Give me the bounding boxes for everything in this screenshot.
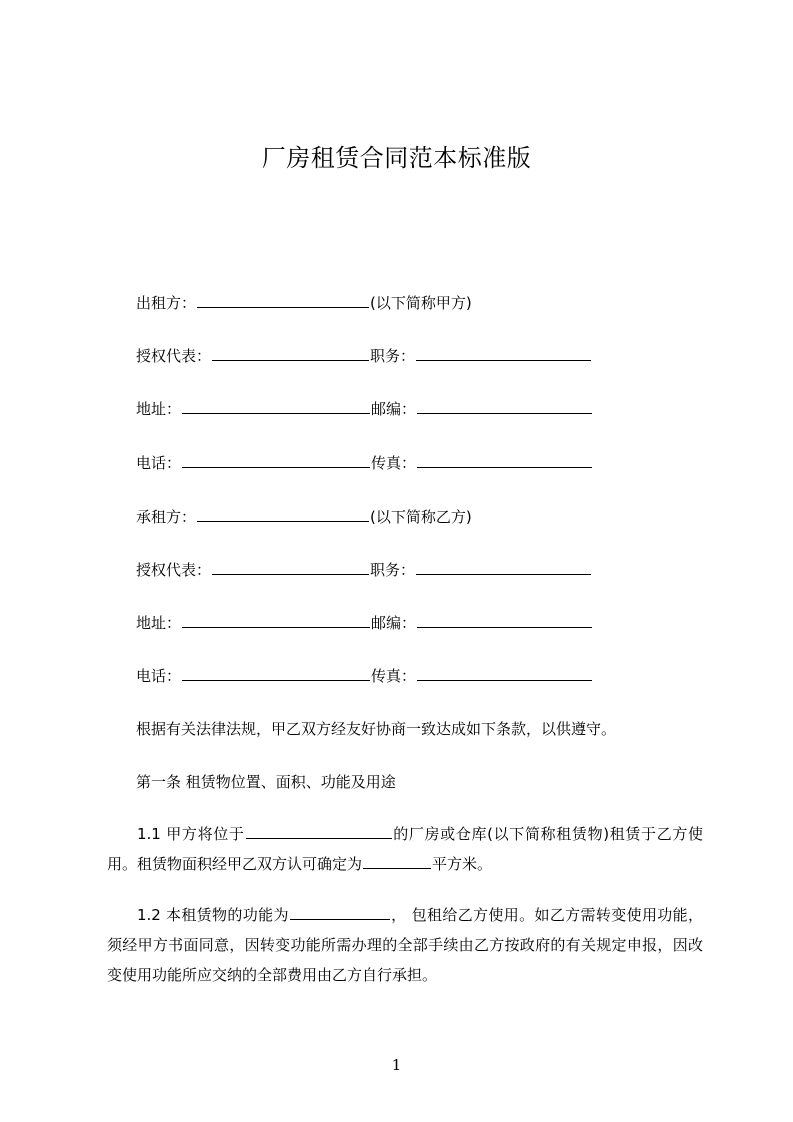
lessee-position-label: 职务： bbox=[370, 561, 416, 579]
lessee-postcode-blank[interactable] bbox=[417, 613, 592, 628]
lessor-suffix: (以下简称甲方) bbox=[370, 294, 472, 312]
lessee-address-blank[interactable] bbox=[182, 613, 370, 628]
preamble: 根据有关法律法规，甲乙双方经友好协商一致达成如下条款，以供遵守。 bbox=[136, 720, 617, 738]
lessee-suffix: (以下简称乙方) bbox=[370, 508, 472, 526]
lessee-phone-line bbox=[136, 665, 593, 687]
clause-1-1-part3: 平方米。 bbox=[432, 855, 493, 873]
lessor-phone-label: 电话： bbox=[136, 454, 182, 472]
lessor-address-label: 地址： bbox=[136, 400, 182, 418]
clause-1-1-part1: 1.1 甲方将位于 bbox=[137, 825, 245, 843]
lessee-rep-line bbox=[136, 559, 592, 581]
lessor-label: 出租方： bbox=[136, 294, 197, 312]
clause-1-2-part1: 1.2 本租赁物的功能为 bbox=[137, 906, 289, 924]
lessor-rep-blank[interactable] bbox=[212, 346, 369, 361]
lessee-rep-blank[interactable] bbox=[212, 560, 369, 575]
lessor-postcode-label: 邮编： bbox=[371, 400, 417, 418]
lessee-fax-label: 传真： bbox=[371, 667, 417, 685]
document-title: 厂房租赁合同范本标准版 bbox=[261, 144, 532, 172]
clause-1-1-part2: 的厂房或仓库(以下简称租赁物)租赁于乙方使用。租赁物面积经甲乙双方认可确定为 bbox=[107, 825, 704, 873]
clause-1-2 bbox=[107, 900, 703, 990]
lessee-blank[interactable] bbox=[197, 507, 369, 522]
page-number: 1 bbox=[391, 1056, 402, 1074]
lessor-rep-label: 授权代表： bbox=[136, 347, 212, 365]
lessee-address-label: 地址： bbox=[136, 614, 182, 632]
lessor-rep-line bbox=[136, 345, 592, 367]
lessor-line bbox=[136, 292, 472, 314]
lessor-position-label: 职务： bbox=[370, 347, 416, 365]
clause-1-1 bbox=[107, 819, 703, 879]
function-blank[interactable] bbox=[290, 905, 390, 920]
lessee-line bbox=[136, 506, 472, 528]
lessee-phone-label: 电话： bbox=[136, 667, 182, 685]
clause-1-2-part2: ， 包租给乙方使用。如乙方需转变使用功能，须经甲方书面同意，因转变功能所需办理的全部手续由乙方按政府的有关规定申报，因改变使用功能所应交纳的全部费用由乙方自行承担。 bbox=[107, 906, 703, 984]
article-1-heading: 第一条 租赁物位置、面积、功能及用途 bbox=[136, 773, 396, 791]
lessor-address-blank[interactable] bbox=[182, 399, 370, 414]
lessor-phone-blank[interactable] bbox=[182, 453, 370, 468]
lessor-fax-blank[interactable] bbox=[417, 453, 592, 468]
lessee-label: 承租方： bbox=[136, 508, 197, 526]
lessee-rep-label: 授权代表： bbox=[136, 561, 212, 579]
lessee-fax-blank[interactable] bbox=[417, 666, 592, 681]
lessor-postcode-blank[interactable] bbox=[417, 399, 592, 414]
lessor-address-line bbox=[136, 398, 593, 420]
lessee-position-blank[interactable] bbox=[416, 560, 591, 575]
lessor-phone-line bbox=[136, 452, 593, 474]
lessee-postcode-label: 邮编： bbox=[371, 614, 417, 632]
lessor-blank[interactable] bbox=[197, 293, 369, 308]
lessor-position-blank[interactable] bbox=[416, 346, 591, 361]
area-blank[interactable] bbox=[363, 854, 431, 869]
lessor-fax-label: 传真： bbox=[371, 454, 417, 472]
lessee-phone-blank[interactable] bbox=[182, 666, 370, 681]
location-blank[interactable] bbox=[246, 824, 392, 839]
lessee-address-line bbox=[136, 612, 593, 634]
